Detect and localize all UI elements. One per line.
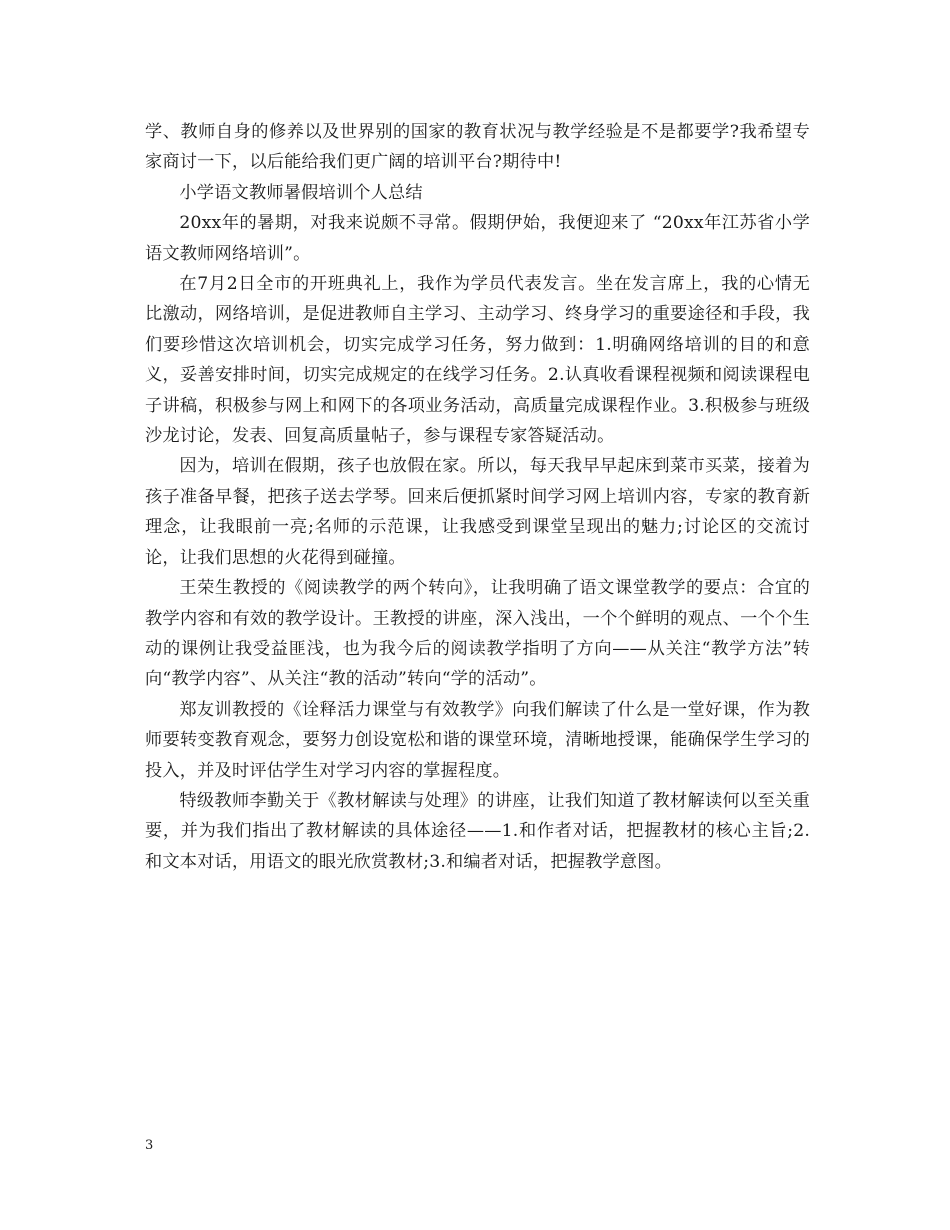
paragraph-li-qin: 特级教师李勤关于《教材解读与处理》的讲座，让我们知道了教材解读何以至关重要，并为我们指出了教材解读的具体途径——1.和作者对话，把握教材的核心主旨;2.和文本对话，用语文的眼光欣赏教材;3.和编者对话，把握教学意图。: [145, 790, 810, 872]
paragraph-intro: 20xx年的暑期，对我来说颇不寻常。假期伊始，我便迎来了 “20xx年江苏省小学语文教师网络培训”。: [145, 213, 810, 264]
section-title: 小学语文教师暑假培训个人总结: [179, 182, 423, 203]
paragraph-wang-rongsheng: 王荣生教授的《阅读教学的两个转向》，让我明确了语文课堂教学的要点：合宜的教学内容和有效的教学设计。王教授的讲座，深入浅出，一个个鲜明的观点、一个个生动的课例让我受益匪浅，也为我今后的阅读教学指明了方向——从关注“教学方法”转向“教学内容”、从关注“教的活动”转向“学的活动”。: [145, 578, 810, 690]
paragraph-opening-ceremony: 在7月2日全市的开班典礼上，我作为学员代表发言。坐在发言席上，我的心情无比激动，网络培训，是促进教师自主学习、主动学习、终身学习的重要途径和手段，我们要珍惜这次培训机会，切实完成学习任务，努力做到：1.明确网络培训的目的和意义，妥善安排时间，切实完成规定的在线学习任务。2.认真收看课程视频和阅读课程电子讲稿，积极参与网上和网下的各项业务活动，高质量完成课程作业。3.积极参与班级沙龙讨论，发表、回复高质量帖子，参与课程专家答疑活动。: [145, 274, 810, 447]
paragraph-continuation: 学、教师自身的修养以及世界别的国家的教育状况与教学经验是不是都要学?我希望专家商讨一下，以后能给我们更广阔的培训平台?期待中!: [145, 122, 810, 173]
paragraph-zheng-youxun: 郑友训教授的《诠释活力课堂与有效教学》向我们解读了什么是一堂好课，作为教师要转变教育观念，要努力创设宽松和谐的课堂环境，清晰地授课，能确保学生学习的投入，并及时评估学生对学习内容的掌握程度。: [145, 699, 810, 781]
paragraph-daily-study: 因为，培训在假期，孩子也放假在家。所以，每天我早早起床到菜市买菜，接着为孩子准备早餐，把孩子送去学琴。回来后便抓紧时间学习网上培训内容，专家的教育新理念，让我眼前一亮;名师的示范课，让我感受到课堂呈现出的魅力;讨论区的交流讨论，让我们思想的火花得到碰撞。: [145, 456, 810, 568]
page-number: 3: [145, 1138, 154, 1153]
document-body: [145, 117, 810, 877]
